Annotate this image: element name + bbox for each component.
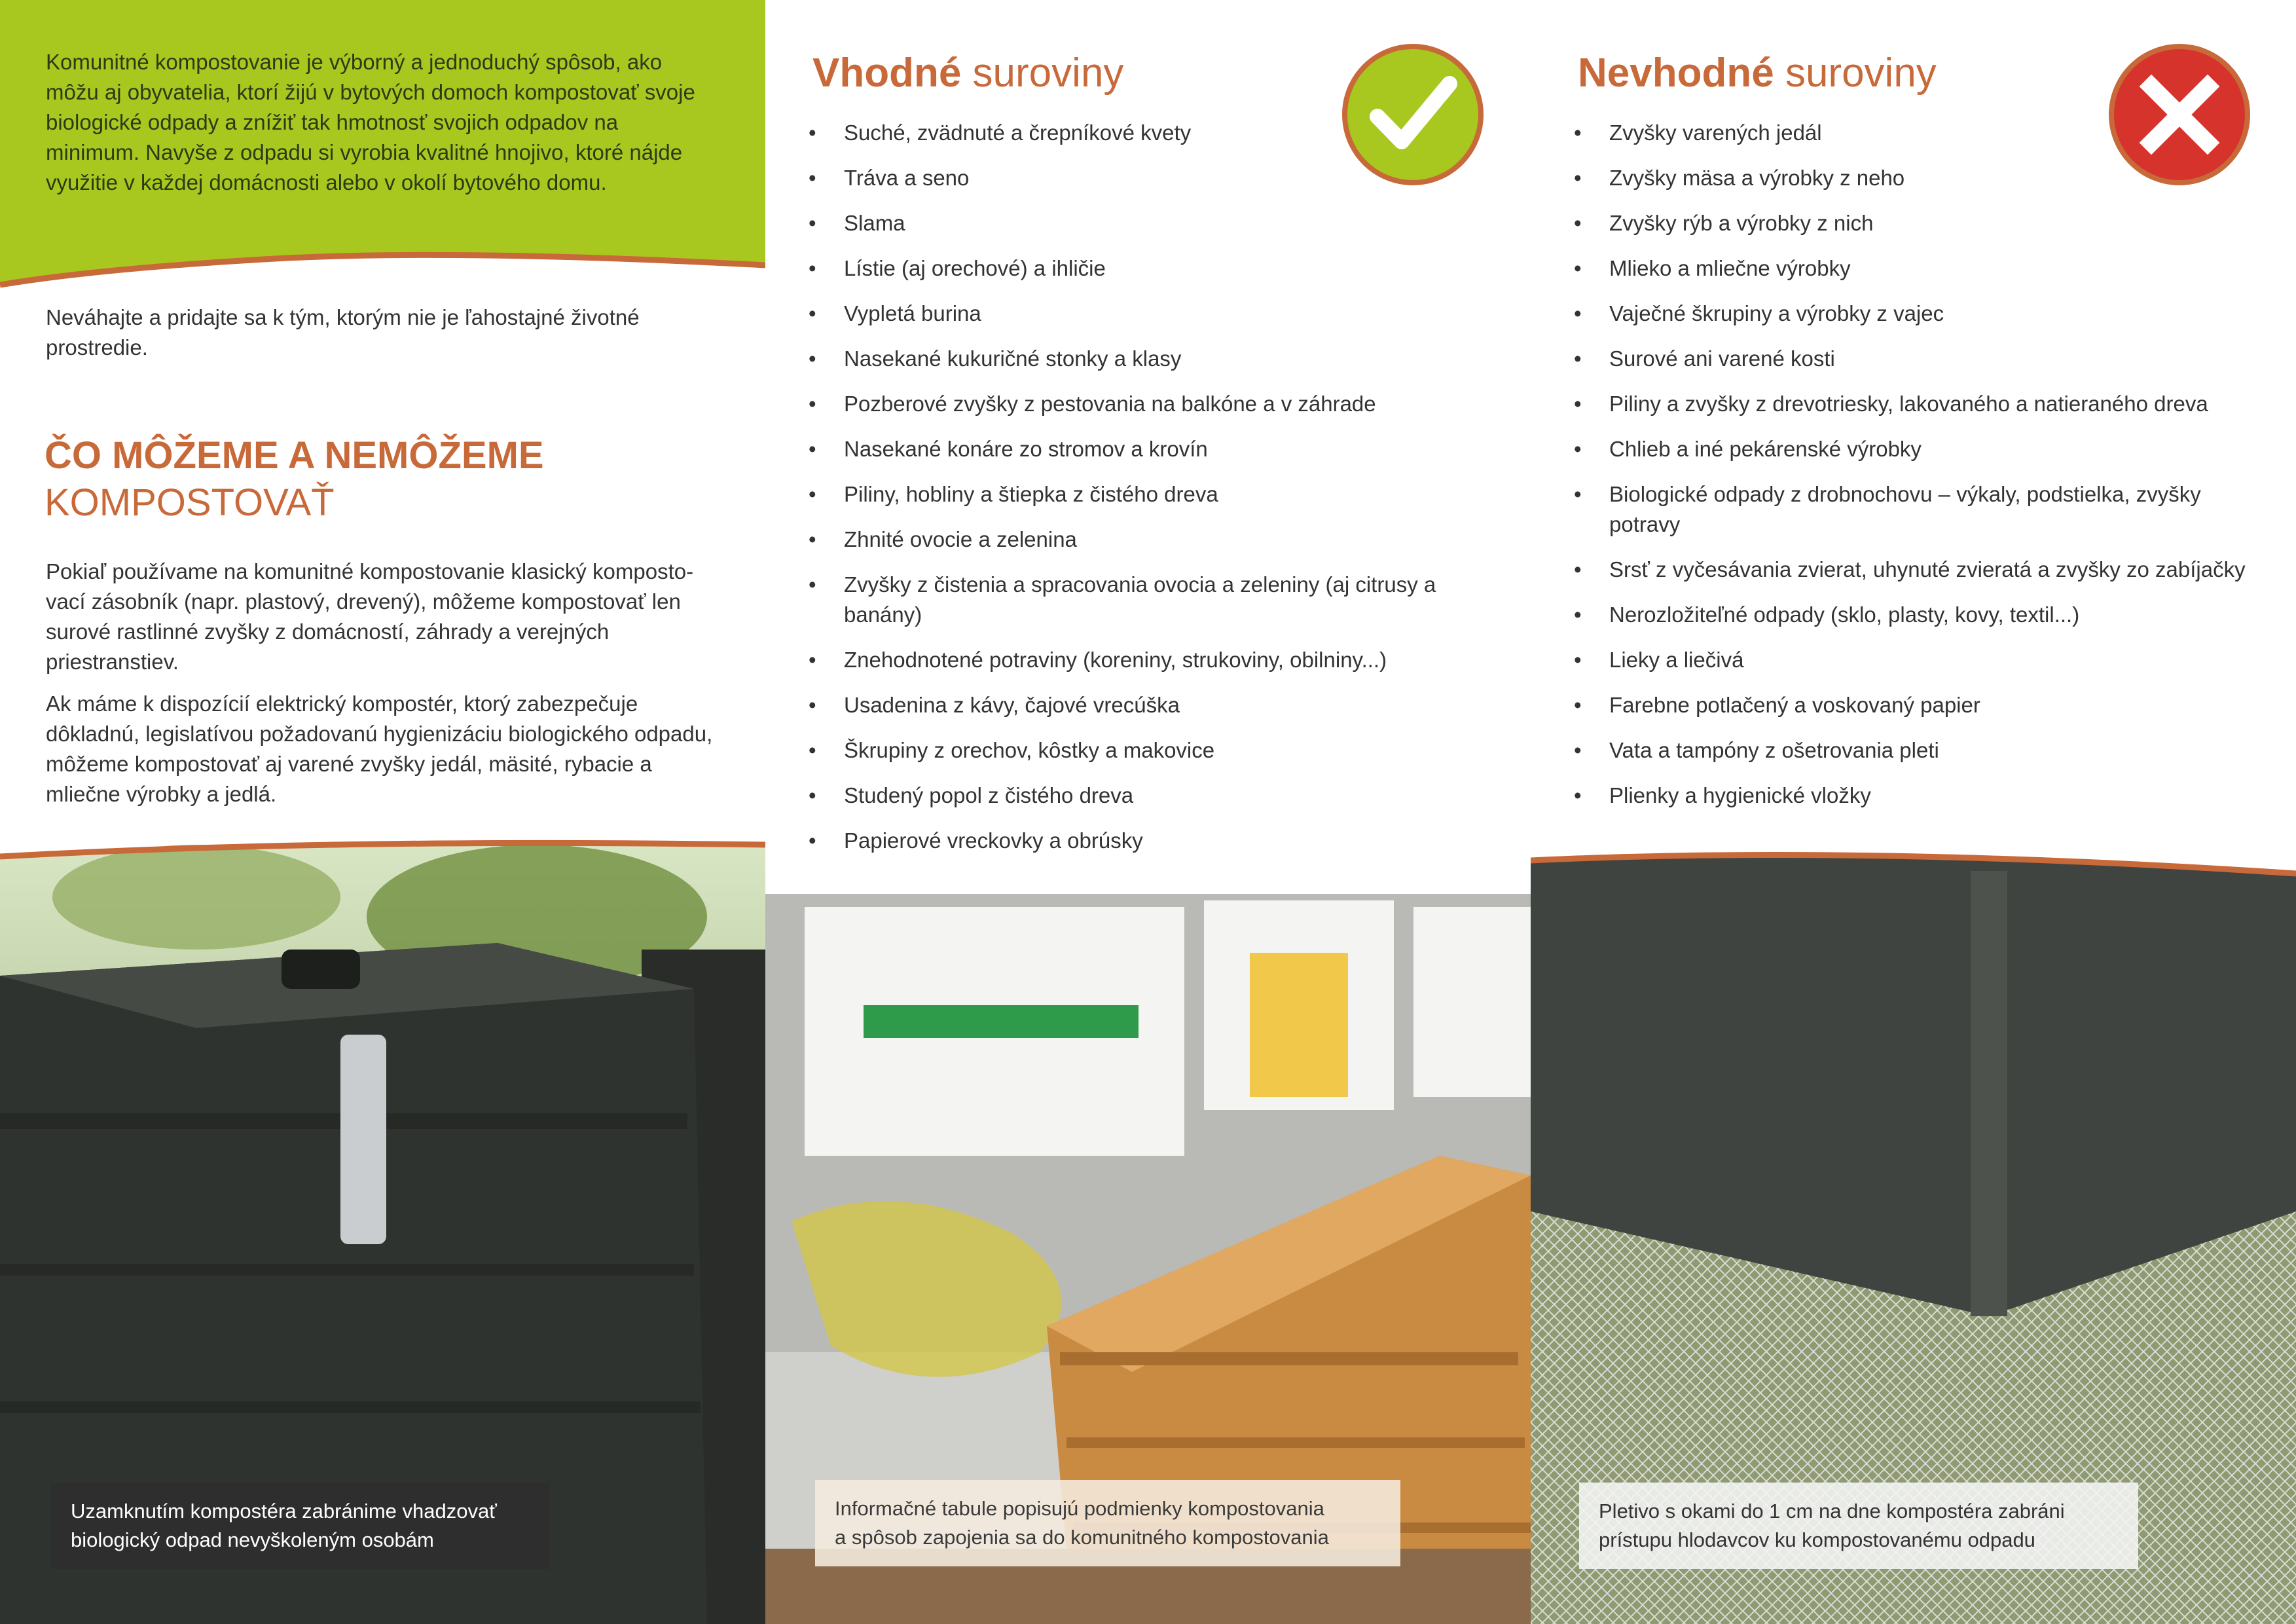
list-item: • Pozberové zvyšky z pestovania na balkóne a v záhrade (807, 389, 1501, 419)
list-item: • Suché, zvädnuté a črepníkové kvety (807, 118, 1501, 148)
section-heading (45, 432, 738, 526)
list-item: • Papierové vreckovky a obrúsky (807, 826, 1501, 856)
list-item: • Vaječné škrupiny a výrobky z vajec (1573, 299, 2267, 329)
list-item: • Studený popol z čistého dreva (807, 781, 1501, 811)
list-item: • Škrupiny z orechov, kôstky a makovice (807, 735, 1501, 766)
list-item: • Piliny, hobliny a štiepka z čistého dreva (807, 479, 1501, 509)
panel-suitable (765, 0, 1531, 1624)
list-item: • Farebne potlačený a voskovaný papier (1573, 690, 2267, 720)
list-item: • Zhnité ovocie a zelenina (807, 525, 1501, 555)
list-item: • Lístie (aj orechové) a ihličie (807, 253, 1501, 284)
unsuitable-title-rest: suroviny (1774, 50, 1937, 96)
list-item: • Biologické odpady z drobnochovu – výkaly, podstielka, zvyšky potravy (1573, 479, 2267, 540)
caption-line: a spôsob zapojenia sa do komunitného kompostovania (835, 1526, 1329, 1549)
list-item: • Chlieb a iné pekárenské výrobky (1573, 434, 2267, 464)
caption-line: Informačné tabule popisujú podmienky kompostovania (835, 1497, 1324, 1520)
suitable-title-rest: suroviny (961, 50, 1124, 96)
list-item: • Zvyšky rýb a výrobky z nich (1573, 208, 2267, 238)
list-item: • Nasekané kukuričné stonky a klasy (807, 344, 1501, 374)
caption-line: prístupu hlodavcov ku kompostovanému odpadu (1599, 1528, 2035, 1551)
caption-line: biologický odpad nevyškoleným osobám (71, 1528, 434, 1551)
unsuitable-title-bold: Nevhodné (1578, 50, 1774, 96)
list-item: • Zvyšky z čistenia a spracovania ovocia a zeleniny (aj citrusy a banány) (807, 570, 1501, 630)
list-item: • Piliny a zvyšky z drevotriesky, lakovaného a natieraného dreva (1573, 389, 2267, 419)
list-item: • Zvyšky varených jedál (1573, 118, 2267, 148)
invite-text: Neváhajte a pridajte sa k tým, ktorým nie je ľahostajné životné prostredie. (46, 305, 640, 360)
list-item: • Usadenina z kávy, čajové vrecúška (807, 690, 1501, 720)
panel-unsuitable (1531, 0, 2296, 1624)
list-item: • Tráva a seno (807, 163, 1501, 193)
list-item: • Vata a tampóny z ošetrovania pleti (1573, 735, 2267, 766)
list-item: • Slama (807, 208, 1501, 238)
list-item: • Nerozložiteľné odpady (sklo, plasty, kovy, textil...) (1573, 600, 2267, 630)
paragraph-2: Ak máme k dispozícií elektrický kompostér, ktorý zabezpečuje dôkladnú, legislatívou požadovanú hygienizáciu biologického odpadu, môžeme kompostovať aj varené zvyšky jedál, mäsité, rybacie a mliečne výrobky a jedlá. (46, 692, 713, 806)
caption-info-boards (815, 1480, 1400, 1566)
list-item: • Zvyšky mäsa a výrobky z neho (1573, 163, 2267, 193)
intro-text: Komunitné kompostovanie je výborný a jednoduchý spôsob, ako môžu aj obyvatelia, ktorí žijú v bytových domoch kompostovať svoje biologické odpady a znížiť tak hmotnosť svojich odpadov na minimum. Navyše z odpadu si vyrobia kvalitné hnojivo, ktoré nájde využitie v každej domácnosti alebo v okolí bytového domu. (46, 50, 695, 194)
list-item: • Lieky a liečivá (1573, 645, 2267, 675)
list-item: • Znehodnotené potraviny (koreniny, strukoviny, obilniny...) (807, 645, 1501, 675)
heading-bold: ČO MÔŽEME A NEMÔŽEME (45, 434, 544, 477)
list-item: • Mlieko a mliečne výrobky (1573, 253, 2267, 284)
caption-line: Uzamknutím kompostéra zabránime vhadzovať (71, 1500, 497, 1522)
heading-light: KOMPOSTOVAŤ (45, 481, 335, 524)
suitable-items-list (807, 118, 1501, 871)
unsuitable-title (1578, 48, 1937, 98)
caption-mesh-bottom (1579, 1483, 2138, 1569)
list-item: • Plienky a hygienické vložky (1573, 781, 2267, 811)
unsuitable-items-list (1573, 118, 2267, 826)
paragraph-1: Pokiaľ používame na komunitné kompostovanie klasický komposto-vací zásobník (napr. plastový, drevený), môžeme kompostovať len surové rastlinné zvyšky z domácností, záhrady a verejných priestranstiev. (46, 559, 694, 674)
suitable-title (812, 48, 1123, 98)
caption-line: Pletivo s okami do 1 cm na dne kompostéra zabráni (1599, 1500, 2065, 1522)
suitable-title-bold: Vhodné (812, 50, 962, 96)
panel-intro (0, 0, 765, 1624)
list-item: • Surové ani varené kosti (1573, 344, 2267, 374)
list-item: • Nasekané konáre zo stromov a krovín (807, 434, 1501, 464)
list-item: • Vypletá burina (807, 299, 1501, 329)
list-item: • Srsť z vyčesávania zvierat, uhynuté zvieratá a zvyšky zo zabíjačky (1573, 555, 2267, 585)
caption-locked-composter (51, 1483, 550, 1569)
